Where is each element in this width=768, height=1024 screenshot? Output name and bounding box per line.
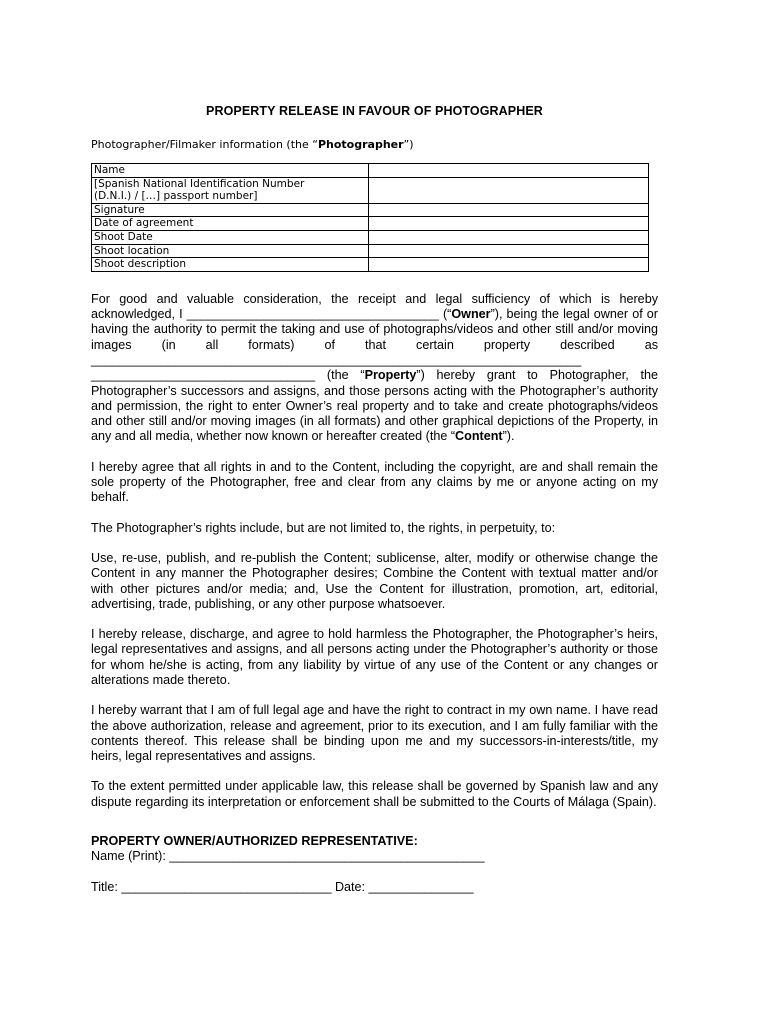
row-value-cell[interactable] [369,244,649,258]
table-row-shoot-location [92,244,649,258]
governing-law-paragraph: To the extent permitted under applicable law, this release shall be governed by Spanish law and any dispute regarding its interpretation or enforcement shall be submitted to the Courts of Málaga (Spain). [91,779,658,809]
row-label [92,244,369,258]
rights-list-paragraph: Use, re-use, publish, and re-publish the Content; sublicense, alter, modify or otherwise change the Content in any manner the Photographer desires; Combine the Content with textual matter and/or with other pictures and/or media; and, Use the Content for illustration, promotion, art, editorial, advertising, trade, publishing, or any other purpose whatsoever. [91,550,658,611]
row-value-cell[interactable] [369,217,649,231]
signature-heading: PROPERTY OWNER/AUTHORIZED REPRESENTATIVE: [91,834,418,849]
grant-text-a: For good and valuable consideration, the receipt and legal sufficiency of which is hereby acknowledged, I ____________________________________ (“ [91,291,658,322]
row-label [92,217,369,231]
row-label-text: Shoot Date [94,230,153,243]
table-row-name [92,164,649,178]
copyright-paragraph: I hereby agree that all rights in and to the Content, including the copyright, are and shall remain the sole property of the Photographer, free and clear from any claims by me or anyone acting on my behalf. [91,459,658,505]
row-label-text: [Spanish National Identification Number [94,177,305,190]
name-print-line[interactable]: Name (Print): _____________________________________________ [91,849,485,864]
release-paragraph: I hereby release, discharge, and agree to hold harmless the Photographer, the Photographer’s heirs, legal representatives and assigns, and all persons acting under the Photographer’s authority or those for whom he/she is acting, from any liability by virtue of any use of the Content or any changes or alterations made thereto. [91,627,658,687]
row-label [92,203,369,217]
row-label [92,177,369,203]
row-label-text: Date of agreement [94,217,194,230]
term-content: Content [455,429,503,444]
row-value-cell[interactable] [369,203,649,217]
document-title: PROPERTY RELEASE IN FAVOUR OF PHOTOGRAPHER [206,104,543,118]
table-row-date-of-agreement [92,217,649,231]
term-owner: Owner [451,307,491,322]
row-label [92,230,369,244]
table-row-shoot-description [92,258,649,272]
row-value-cell[interactable] [369,177,649,203]
term-property: Property [364,368,417,383]
table-row-shoot-date [92,230,649,244]
row-label-text: Name [94,164,125,176]
title-date-line[interactable]: Title: ______________________________ Date: _______________ [91,879,474,894]
warranty-paragraph: I hereby warrant that I am of full legal age and have the right to contract in my own name. I have read the above authorization, release and agreement, prior to its execution, and I am fully familiar with the contents thereof. This release shall be binding upon me and my successors-in-interests/title, my heirs, legal representatives and assigns. [91,703,658,764]
intro-term-photographer: Photographer [317,138,404,151]
row-label-text: Signature [94,203,145,216]
photographer-info-intro [91,138,658,151]
intro-prefix: Photographer/Filmaker information (the “ [91,138,318,151]
intro-suffix: ”) [403,138,414,151]
row-value-cell[interactable] [369,258,649,272]
photographer-info-table [91,163,649,272]
row-label-text-line2: (D.N.I.) / […] passport number] [94,190,258,203]
row-label [92,164,369,178]
grant-text-c: ”) hereby grant to Photographer, the Photographer’s successors and assigns, and those persons acting with the Photographer’s authority and permission, the right to enter Owner’s real property and to take and create photographs/videos and other still and/or moving images (in all formats) and other graphical depictions of the Property, in any and all media, whether now known or hereafter created (the “ [91,368,658,444]
row-value-cell[interactable] [369,164,649,178]
table-row-signature [92,203,649,217]
row-label-text: Shoot location [94,244,170,257]
grant-text-b: ”), being the legal owner of or having the authority to permit the taking and use of photographs/videos and other still and/or moving images (in all formats) of that certain property described as ______________________________________________________________________ ________________________________ (the “ [91,307,658,383]
grant-paragraph [91,292,658,445]
grant-text-d: ”). [502,429,515,444]
rights-intro-paragraph: The Photographer’s rights include, but are not limited to, the rights, in perpetuity, to: [91,520,556,535]
table-row-id-number [92,177,649,203]
row-label-text: Shoot description [94,258,187,271]
row-value-cell[interactable] [369,230,649,244]
row-label [92,258,369,272]
